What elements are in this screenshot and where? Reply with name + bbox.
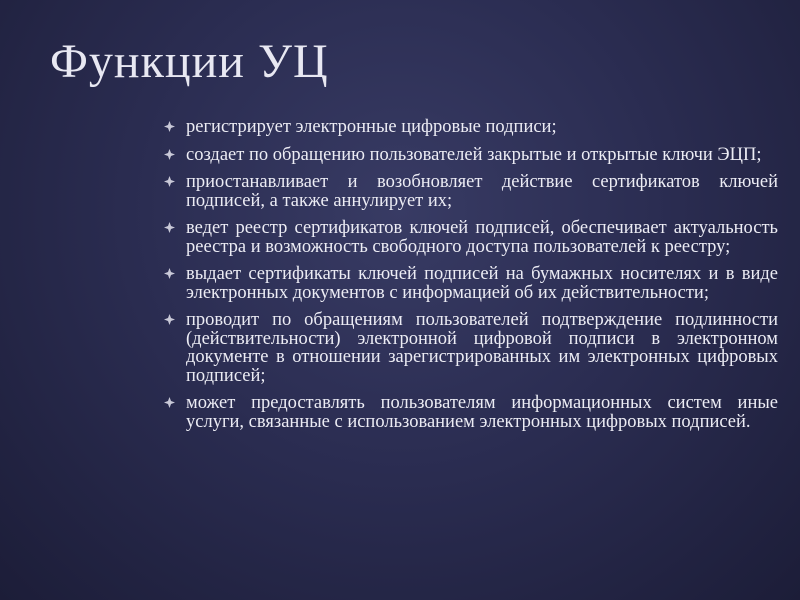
diamond-bullet-icon: [164, 121, 175, 132]
bullet-item: [160, 311, 778, 385]
diamond-bullet-icon: [164, 176, 175, 187]
bullet-item: [160, 118, 778, 137]
bullet-item: [160, 265, 778, 302]
diamond-bullet-icon: [164, 314, 175, 325]
slide-title: Функции УЦ: [50, 35, 329, 88]
bullet-item: [160, 394, 778, 431]
bullet-list: [160, 118, 778, 440]
diamond-bullet-icon: [164, 268, 175, 279]
bullet-item: [160, 146, 778, 165]
diamond-bullet-icon: [164, 397, 175, 408]
diamond-bullet-icon: [164, 222, 175, 233]
bullet-text: выдает сертификаты ключей подписей на бумажных носителях и в виде электронных документов с информацией об их действительности;: [186, 264, 778, 303]
bullet-text: может предоставлять пользователям информационных систем иные услуги, связанные с использованием электронных цифровых подписей.: [186, 393, 778, 432]
bullet-item: [160, 173, 778, 210]
bullet-item: [160, 219, 778, 256]
bullet-text: приостанавливает и возобновляет действие сертификатов ключей подписей, а также аннулирует их;: [186, 172, 778, 211]
bullet-text: ведет реестр сертификатов ключей подписей, обеспечивает актуальность реестра и возможность свободного доступа пользователей к реестру;: [186, 218, 778, 257]
bullet-text: регистрирует электронные цифровые подписи;: [186, 117, 557, 137]
diamond-bullet-icon: [164, 149, 175, 160]
bullet-text: проводит по обращениям пользователей подтверждение подлинности (действительности) электронной цифровой подписи в электронном документе в отношении зарегистрированных им электронных цифровых подписей;: [186, 310, 778, 386]
bullet-text: создает по обращению пользователей закрытые и открытые ключи ЭЦП;: [186, 144, 762, 165]
